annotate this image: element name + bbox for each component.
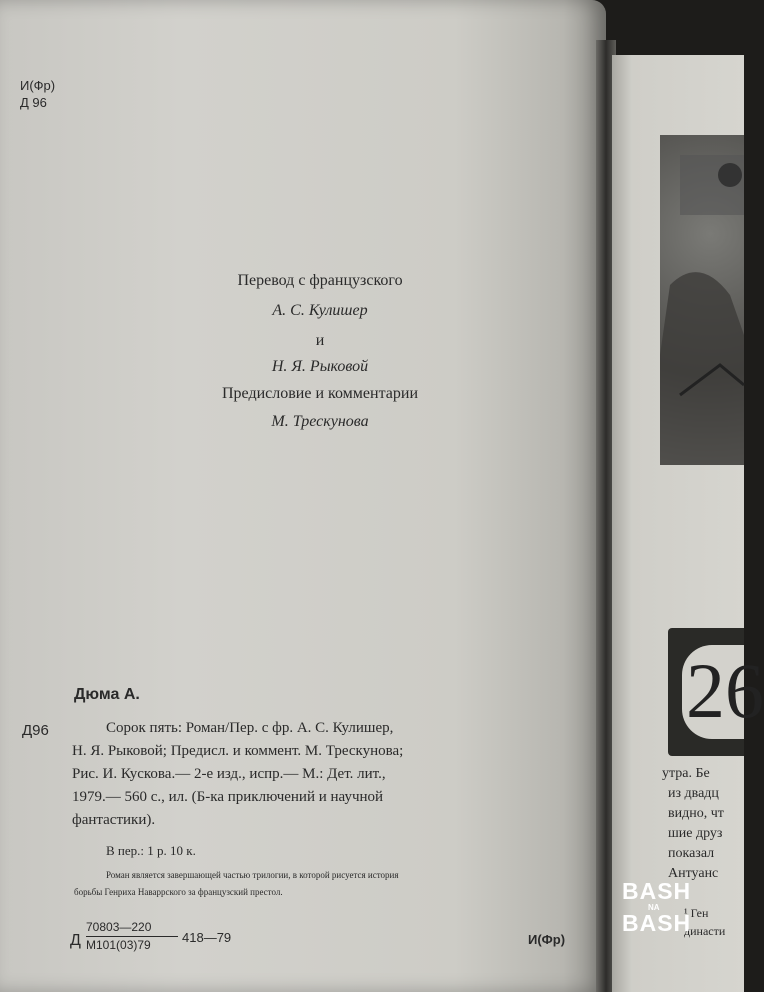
credit-line: Н. Я. Рыковой [271,358,369,375]
watermark-line: NA [648,903,660,912]
corner-code-1: И(Фр) [20,78,56,93]
description-line: Н. Я. Рыковой; Предисл. и коммент. М. Трескунова; [72,743,404,759]
description-line: фантастики). [72,812,156,828]
index-numerator: 70803—220 [86,920,152,934]
chapter-number: 26 [686,647,764,734]
description-line: 1979.— 560 с., ил. (Б-ка приключений и научной [72,789,384,805]
right-text-fragment: шие друз [668,826,723,841]
index-letter: Д [70,932,81,949]
right-text-fragment: утра. Бе [662,766,710,781]
credit-line: и [315,332,325,349]
bottom-code: И(Фр) [528,932,566,947]
right-text-fragment: видно, чт [668,806,724,821]
credit-line: Предисловие и комментарии [222,385,418,402]
annotation-line: Роман является завершающей частью трилогии, в которой рисуется история [106,870,399,880]
right-text-fragment: из двадц [668,786,719,801]
index-suffix: 418—79 [182,930,232,945]
index-denominator: М101(03)79 [86,938,151,952]
right-text-fragment: династи [684,924,726,938]
description-line: Рис. И. Кускова.— 2-е изд., испр.— М.: Дет. лит., [72,766,386,782]
catalog-code: Д96 [22,722,49,739]
credit-line: М. Трескунова [271,413,369,430]
author-name: Дюма А. [74,686,140,703]
right-text-fragment: Антуанс [668,866,719,881]
right-text-fragment: показал [668,846,715,861]
right-text-fragment: ¹ Ген [684,906,709,920]
price: В пер.: 1 р. 10 к. [106,843,196,858]
watermark-logo [622,880,702,938]
annotation-line: борьбы Генриха Наваррского за французский престол. [74,887,283,897]
watermark-line: BASH [622,910,692,936]
engraving-illustration [660,135,744,465]
corner-code-2: Д 96 [20,95,47,110]
watermark-line: BASH [622,878,692,904]
credit-line: Перевод с французского [237,272,403,289]
index-fraction-bar [86,936,178,937]
credit-line: А. С. Кулишер [272,302,368,319]
description-line: Сорок пять: Роман/Пер. с фр. А. С. Кулишер, [106,720,394,736]
